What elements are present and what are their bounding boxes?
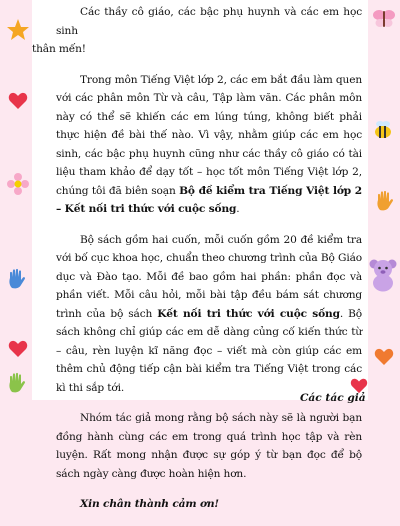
hand-icon bbox=[6, 268, 28, 290]
heart-icon bbox=[8, 340, 28, 358]
book-title: Bộ đề kiểm tra Tiếng Việt lớp 2 – Kết nối tri thức với cuộc sống bbox=[56, 184, 363, 215]
hand-icon bbox=[374, 190, 396, 212]
hand-icon bbox=[6, 372, 28, 394]
greeting bbox=[32, 3, 362, 59]
star-icon bbox=[6, 18, 30, 42]
paragraph-intro bbox=[56, 71, 362, 219]
teddy-bear-icon bbox=[368, 258, 398, 292]
structure-text-end: . Bộ sách không chỉ giúp các em dễ dàng củng cố kiến thức từ – câu, rèn luyện kĩ năng đọc – viết mà còn giúp các em thêm chủ động tiếp cận bài kiểm tra Tiếng Việt trong các kì thi sắp tới. bbox=[56, 307, 362, 394]
bee-icon bbox=[372, 120, 394, 140]
butterfly-icon bbox=[372, 8, 396, 30]
closing-thanks: Xin chân thành cảm ơn! bbox=[80, 498, 219, 510]
intro-end: . bbox=[236, 203, 240, 215]
flower-icon bbox=[6, 172, 30, 196]
paragraph-structure bbox=[56, 231, 362, 398]
greeting-line-1: Các thầy cô giáo, các bậc phụ huynh và các em học sinh bbox=[56, 6, 362, 37]
paragraph-wish: Nhóm tác giả mong rằng bộ sách này sẽ là người bạn đồng hành cùng các em trong quá trình học tập và rèn luyện. Rất mong nhận được sự góp ý từ bạn đọc để bộ sách ngày càng được hoàn hiện hơn. bbox=[56, 412, 362, 480]
author-signature: Các tác giả bbox=[300, 392, 366, 404]
heart-icon bbox=[374, 348, 394, 366]
greeting-line-2: thân mến! bbox=[32, 43, 86, 55]
structure-text: Bộ sách gồm hai cuốn, mỗi cuốn gồm 20 đề kiểm tra với bố cục khoa học, chuẩn theo chương trình của Bộ Giáo dục và Đào tạo. Mỗi đề bao gồm hai phần: phần đọc và phần viết. Mỗi câu hỏi, mỗi bài tập đều bám sát chương trình của bộ sách bbox=[56, 233, 362, 320]
heart-icon bbox=[8, 92, 28, 110]
series-name: Kết nối tri thức với cuộc sống bbox=[157, 307, 340, 320]
preface-text bbox=[32, 0, 363, 526]
intro-text: Trong môn Tiếng Việt lớp 2, các em bắt đầu làm quen với các phân môn Từ và câu, Tập làm văn. Các phân môn này có thể sẽ khiến các em lúng túng, không biết phải thực hiện đề bài thế nào. Vì vậy, nhằm giúp các em học sinh, các bậc phụ huynh cũng như các thầy cô giáo có tài liệu tham khảo để dạy tốt – học tốt môn Tiếng Việt lớp 2, chúng tôi đã biên soạn bbox=[56, 73, 362, 197]
